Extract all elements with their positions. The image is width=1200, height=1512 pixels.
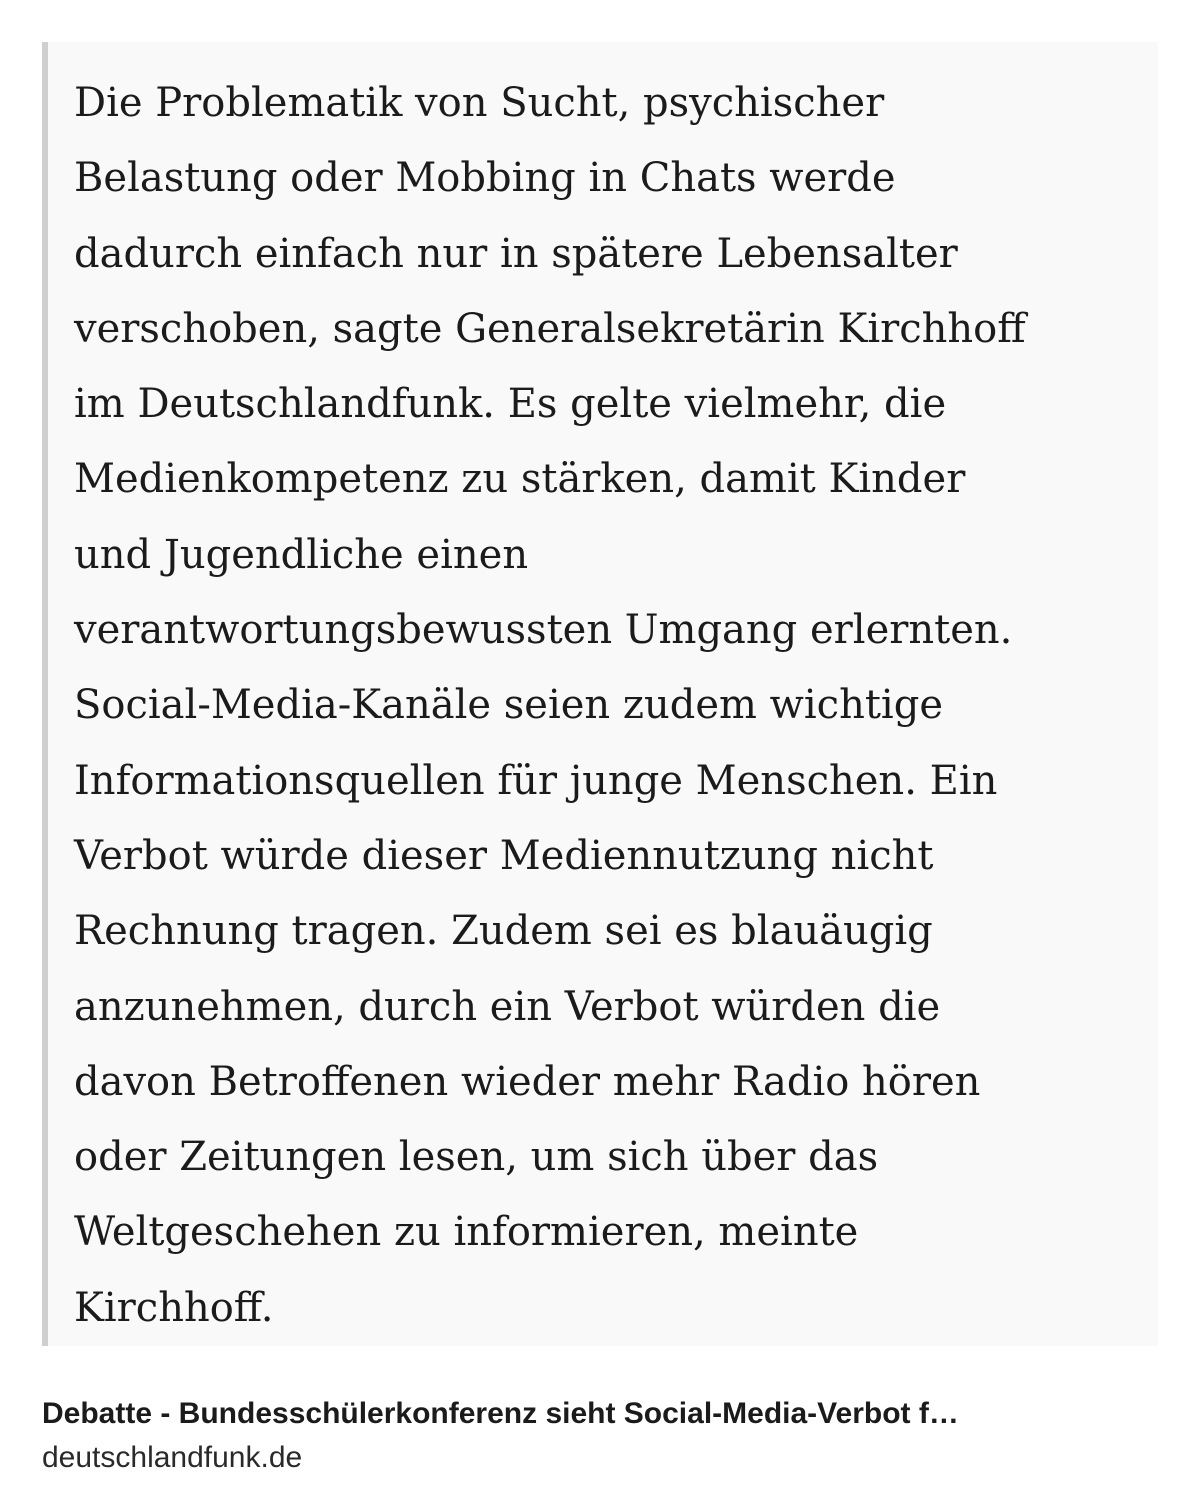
- quote-line: Medienkompetenz zu stärken, damit Kinder: [74, 456, 966, 503]
- quote-card: [42, 42, 1158, 1346]
- quote-line: und Jugendliche einen: [74, 531, 529, 578]
- quote-line: Rechnung tragen. Zudem sei es blauäugig: [74, 908, 933, 955]
- quote-line: dadurch einfach nur in spätere Lebensalter: [74, 230, 958, 277]
- quote-text: [74, 66, 1154, 1346]
- link-preview[interactable]: [42, 1394, 1158, 1478]
- quote-line: Social-Media-Kanäle seien zudem wichtige: [74, 682, 943, 729]
- quote-line: oder Zeitungen lesen, um sich über das: [74, 1134, 879, 1181]
- quote-line: verantwortungsbewussten Umgang erlernten.: [74, 607, 1013, 654]
- quote-line: verschoben, sagte Generalsekretärin Kirchhoff: [74, 305, 1026, 352]
- quote-line: Verbot würde dieser Mediennutzung nicht: [74, 832, 934, 879]
- quote-line: Belastung oder Mobbing in Chats werde: [74, 155, 896, 202]
- quote-line: Weltgeschehen zu informieren, meinte: [74, 1209, 859, 1256]
- quote-line: Informationsquellen für junge Menschen. Ein: [74, 757, 998, 804]
- quote-line: im Deutschlandfunk. Es gelte vielmehr, die: [74, 381, 947, 428]
- quote-line: davon Betroffenen wieder mehr Radio hören: [74, 1058, 981, 1105]
- link-preview-domain: deutschlandfunk.de: [42, 1441, 303, 1474]
- quote-line: Kirchhoff.: [74, 1284, 274, 1331]
- link-preview-title[interactable]: Debatte - Bundesschülerkonferenz sieht Social-Media-Verbot f…: [42, 1397, 959, 1430]
- quote-line: Die Problematik von Sucht, psychischer: [74, 80, 885, 126]
- quote-line: anzunehmen, durch ein Verbot würden die: [74, 983, 941, 1030]
